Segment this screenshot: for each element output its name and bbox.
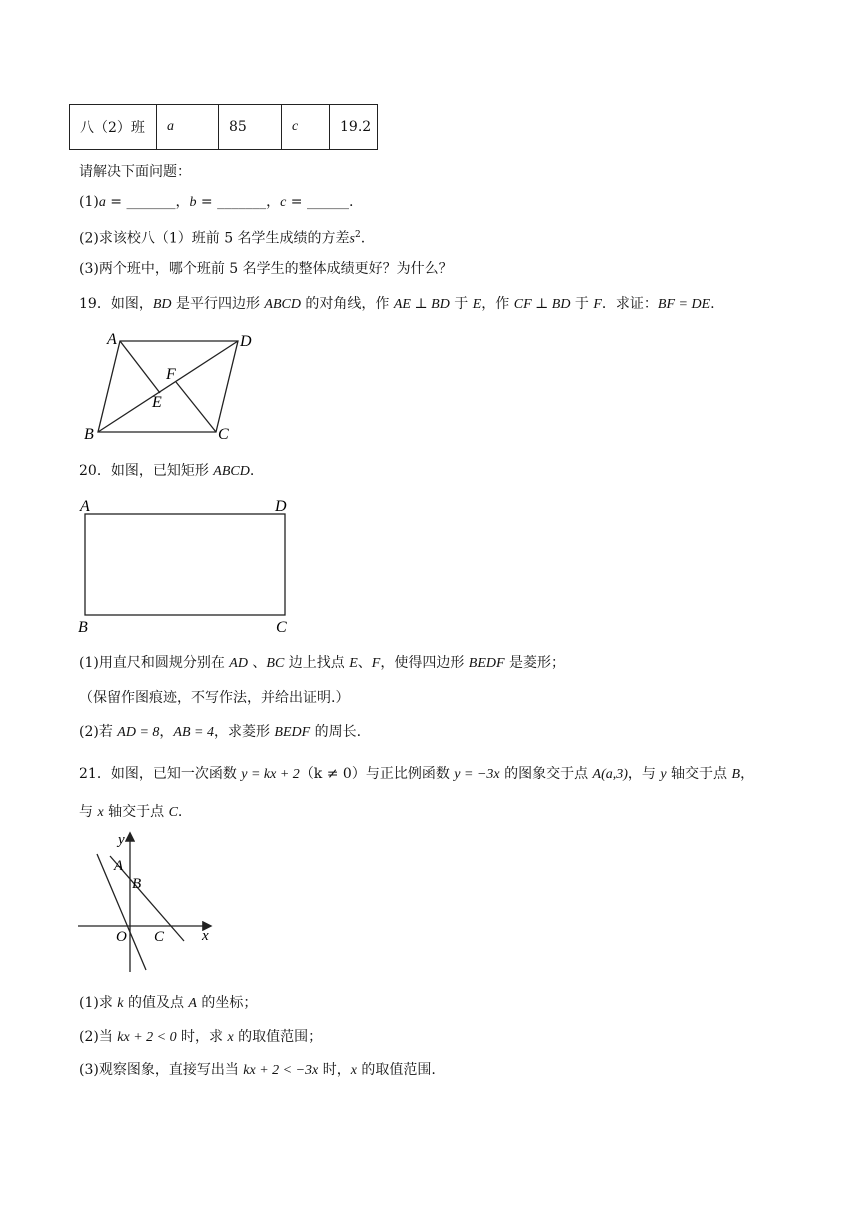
- answer-blank-a[interactable]: _______: [126, 194, 176, 210]
- text: 是平行四边形: [171, 296, 265, 312]
- q19-number: 19．如图，: [79, 296, 153, 312]
- label-x: x: [202, 928, 209, 944]
- text: (1)用直尺和圆规分别在: [79, 655, 230, 671]
- q18-intro: 请解决下面问题：: [79, 164, 191, 180]
- text: 的周长.: [310, 724, 362, 740]
- table-cell-mode: c: [282, 105, 330, 150]
- label-c: C: [154, 929, 165, 945]
- text: 的取值范围；: [233, 1029, 323, 1045]
- text: 的坐标；: [196, 995, 258, 1011]
- point-e: E: [349, 656, 358, 671]
- table-row: [70, 105, 378, 150]
- label-c: C: [276, 619, 287, 636]
- q20-part1: [79, 654, 565, 673]
- point-e: E: [472, 297, 482, 312]
- given-ad: AD = 8: [117, 725, 160, 740]
- inequality: kx + 2 < 0: [117, 1030, 177, 1045]
- side-ad: AD: [229, 656, 248, 671]
- point-f: F: [371, 656, 381, 671]
- text: 的对角线，作: [300, 296, 394, 312]
- func-linear: y = kx + 2: [241, 767, 300, 782]
- text: ，求菱形: [213, 724, 275, 740]
- text: 与正比例函数: [365, 766, 455, 782]
- q18-part2: [79, 226, 365, 249]
- claim-bf-de: BF = DE: [657, 297, 711, 312]
- rect-abcd: ABCD: [213, 464, 250, 479]
- q18-part1: [79, 193, 353, 212]
- q20-part2: [79, 723, 361, 742]
- var-y: y: [660, 767, 667, 782]
- q21-part1: [79, 994, 257, 1013]
- text: ．求证：: [601, 296, 658, 312]
- point-f: F: [593, 297, 602, 312]
- period: .: [249, 463, 255, 479]
- text: 、: [247, 655, 267, 671]
- q20-number: 20．如图，已知矩形: [79, 463, 214, 479]
- q18-p2-text: (2)求该校八（1）班前 5 名学生成绩的方差: [79, 230, 350, 247]
- label-b: B: [132, 876, 142, 892]
- sep: ，: [266, 194, 281, 210]
- q18-p1-prefix: (1): [79, 194, 99, 210]
- eq-sign: =: [286, 194, 307, 210]
- label-d: D: [275, 498, 287, 515]
- label-o: O: [116, 929, 127, 945]
- period: .: [177, 804, 183, 820]
- text: 轴交于点: [103, 804, 169, 820]
- period: .: [348, 194, 354, 210]
- text: 轴交于点: [666, 766, 732, 782]
- var-x: x: [97, 805, 104, 820]
- q21-part2: [79, 1028, 322, 1047]
- text: ，作: [481, 296, 514, 312]
- point-c: C: [168, 805, 178, 820]
- var-b: b: [189, 195, 197, 210]
- table-cell-mean: a: [157, 105, 219, 150]
- text: ，使得四边形: [380, 655, 469, 671]
- eq-sign: =: [105, 194, 127, 210]
- text: ，: [740, 766, 755, 782]
- label-a: A: [114, 858, 124, 874]
- given-ab: AB = 4: [173, 725, 214, 740]
- q19-stem: [79, 295, 715, 314]
- var-x: x: [350, 1063, 357, 1078]
- side-bc: BC: [266, 656, 285, 671]
- var-k: k: [117, 996, 124, 1011]
- function-graph-figure: [74, 828, 224, 978]
- text: 、: [357, 655, 372, 671]
- table-cell-variance: 19.2: [330, 105, 378, 150]
- q18-part3: (3)两个班中，哪个班前 5 名学生的整体成绩更好？为什么？: [79, 261, 453, 277]
- text: 是菱形；: [504, 655, 565, 671]
- point-b: B: [731, 767, 741, 782]
- parallelogram-figure: [80, 328, 270, 446]
- point-a-coord: A(a,3): [592, 767, 628, 782]
- answer-blank-b[interactable]: _______: [217, 194, 267, 210]
- answer-blank-c[interactable]: ______: [306, 194, 349, 210]
- label-e: E: [152, 394, 162, 411]
- var-c: c: [280, 195, 287, 210]
- func-proportional: y = −3x: [454, 767, 500, 782]
- segment-ae: [120, 341, 160, 393]
- period: .: [710, 296, 715, 312]
- q21-part3: [79, 1061, 436, 1080]
- text: 于: [449, 296, 473, 312]
- para-abcd: ABCD: [264, 297, 301, 312]
- sep: ，: [175, 194, 190, 210]
- text: 与: [79, 804, 98, 820]
- exponent: 2: [355, 230, 361, 240]
- score-table: [69, 104, 378, 150]
- text: (2)若: [79, 724, 118, 740]
- text: 于: [570, 296, 594, 312]
- text: ，与: [627, 766, 661, 782]
- eq-sign: =: [196, 194, 218, 210]
- quad-bedf: BEDF: [274, 725, 311, 740]
- segment-cf: [176, 382, 216, 432]
- text: 的取值范围.: [356, 1062, 436, 1078]
- q21-stem-line1: [79, 765, 754, 784]
- condition: （k ≠ 0）: [299, 766, 366, 782]
- label-a: A: [107, 331, 117, 348]
- var-x: x: [227, 1030, 234, 1045]
- label-y: y: [118, 832, 125, 848]
- text: (2)当: [79, 1029, 118, 1045]
- q20-note: （保留作图痕迹，不写作法，并给出证明.）: [79, 690, 350, 706]
- text: 的图象交于点: [499, 766, 593, 782]
- table-cell-median: 85: [219, 105, 282, 150]
- text: (1)求: [79, 995, 118, 1011]
- rectangle-figure: [76, 494, 296, 638]
- inequality: kx + 2 < −3x: [243, 1063, 319, 1078]
- q20-stem: [79, 462, 254, 481]
- text: 的值及点: [123, 995, 189, 1011]
- label-f: F: [166, 366, 176, 383]
- text: 边上找点: [284, 655, 350, 671]
- point-a: A: [188, 996, 197, 1011]
- diagonal-bd: [98, 341, 238, 432]
- q21-stem-line2: [79, 803, 182, 822]
- rectangle-abcd: [85, 514, 285, 615]
- var-s: s: [349, 231, 355, 247]
- text: ，: [159, 724, 174, 740]
- label-b: B: [84, 426, 94, 443]
- seg-bd: BD: [152, 297, 172, 312]
- label-b: B: [78, 619, 88, 636]
- label-a: A: [80, 498, 90, 515]
- q21-number: 21．如图，已知一次函数: [79, 766, 242, 782]
- text: (3)观察图象，直接写出当: [79, 1062, 244, 1078]
- text: 时，: [318, 1062, 351, 1078]
- perp-cf-bd: CF ⊥ BD: [513, 297, 571, 312]
- text: 时，求: [176, 1029, 228, 1045]
- label-d: D: [240, 333, 252, 350]
- table-cell-class: 八（2）班: [70, 105, 157, 150]
- perp-ae-bd: AE ⊥ BD: [393, 297, 450, 312]
- quad-bedf: BEDF: [468, 656, 505, 671]
- var-a: a: [98, 195, 106, 210]
- period: .: [360, 230, 366, 247]
- label-c: C: [218, 426, 229, 443]
